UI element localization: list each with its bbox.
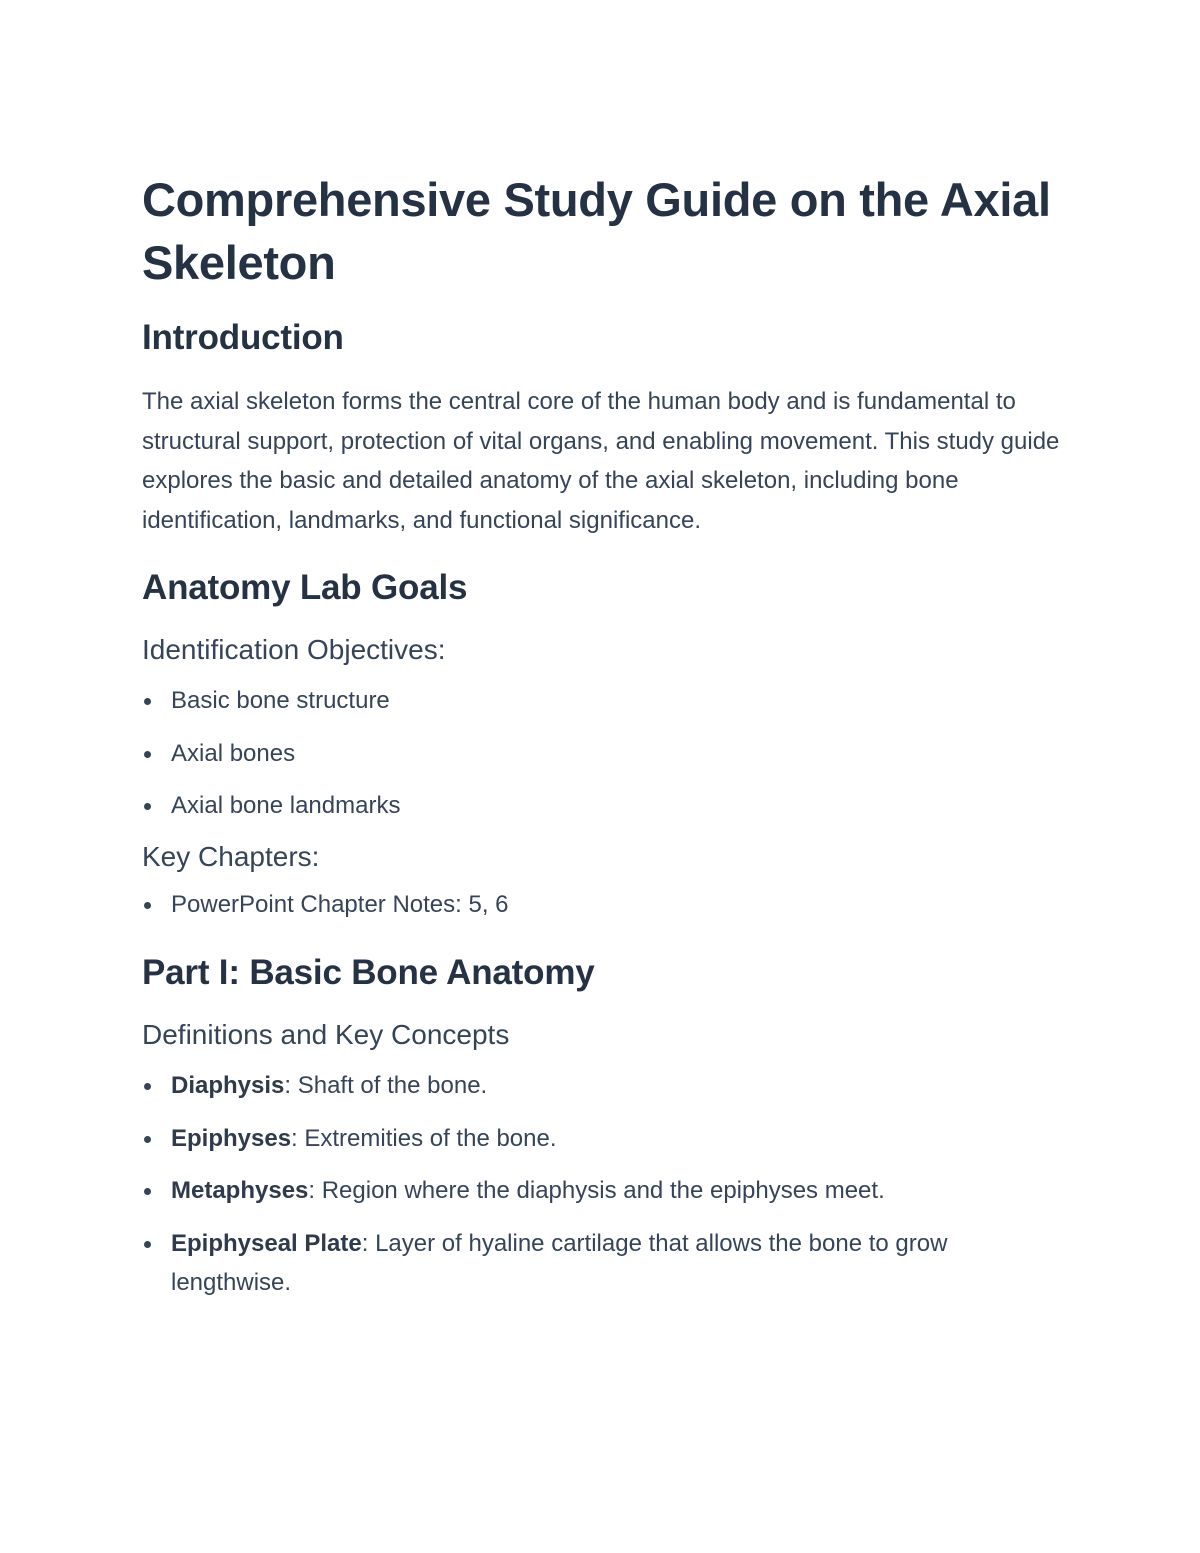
definition-term: Metaphyses bbox=[171, 1177, 309, 1204]
identification-objectives-heading: Identification Objectives: bbox=[142, 634, 446, 665]
definition-term: Diaphysis bbox=[171, 1072, 285, 1099]
definitions-heading: Definitions and Key Concepts bbox=[142, 1019, 510, 1050]
list-item: PowerPoint Chapter Notes: 5, 6 bbox=[142, 885, 1062, 925]
definition-item bbox=[142, 1224, 1062, 1303]
part1-heading: Part I: Basic Bone Anatomy bbox=[142, 953, 595, 992]
definition-item bbox=[142, 1066, 1062, 1106]
definition-item bbox=[142, 1171, 1062, 1211]
list-item: Basic bone structure bbox=[142, 681, 1062, 721]
definition-text: : Layer of hyaline cartilage that allows the bone to grow lengthwise. bbox=[171, 1229, 948, 1296]
document-title: Comprehensive Study Guide on the Axial Skeleton bbox=[142, 173, 1051, 289]
definition-text: : Extremities of the bone. bbox=[291, 1124, 557, 1152]
definition-item bbox=[142, 1119, 1062, 1159]
definition-text: : Shaft of the bone. bbox=[284, 1072, 488, 1099]
definition-text: : Region where the diaphysis and the epiphyses meet. bbox=[308, 1177, 885, 1204]
lab-goals-heading: Anatomy Lab Goals bbox=[142, 568, 468, 607]
definitions-list bbox=[142, 1066, 1062, 1303]
introduction-heading: Introduction bbox=[142, 318, 344, 357]
list-item: Axial bone landmarks bbox=[142, 786, 1062, 826]
key-chapters-heading: Key Chapters: bbox=[142, 840, 320, 872]
definition-term: Epiphyses bbox=[171, 1124, 292, 1152]
list-item: Axial bones bbox=[142, 734, 1062, 774]
document-page bbox=[142, 168, 1062, 1303]
introduction-paragraph: The axial skeleton forms the central core of the human body and is fundamental to structural support, protection of vital organs, and enabling movement. This study guide explores the basic and detailed anatomy of the axial skeleton, including bone identification, landmarks, and functional significance. bbox=[142, 388, 1060, 534]
identification-objectives-list bbox=[142, 681, 1062, 826]
key-chapters-list bbox=[142, 885, 1062, 925]
definition-term: Epiphyseal Plate bbox=[171, 1229, 362, 1257]
